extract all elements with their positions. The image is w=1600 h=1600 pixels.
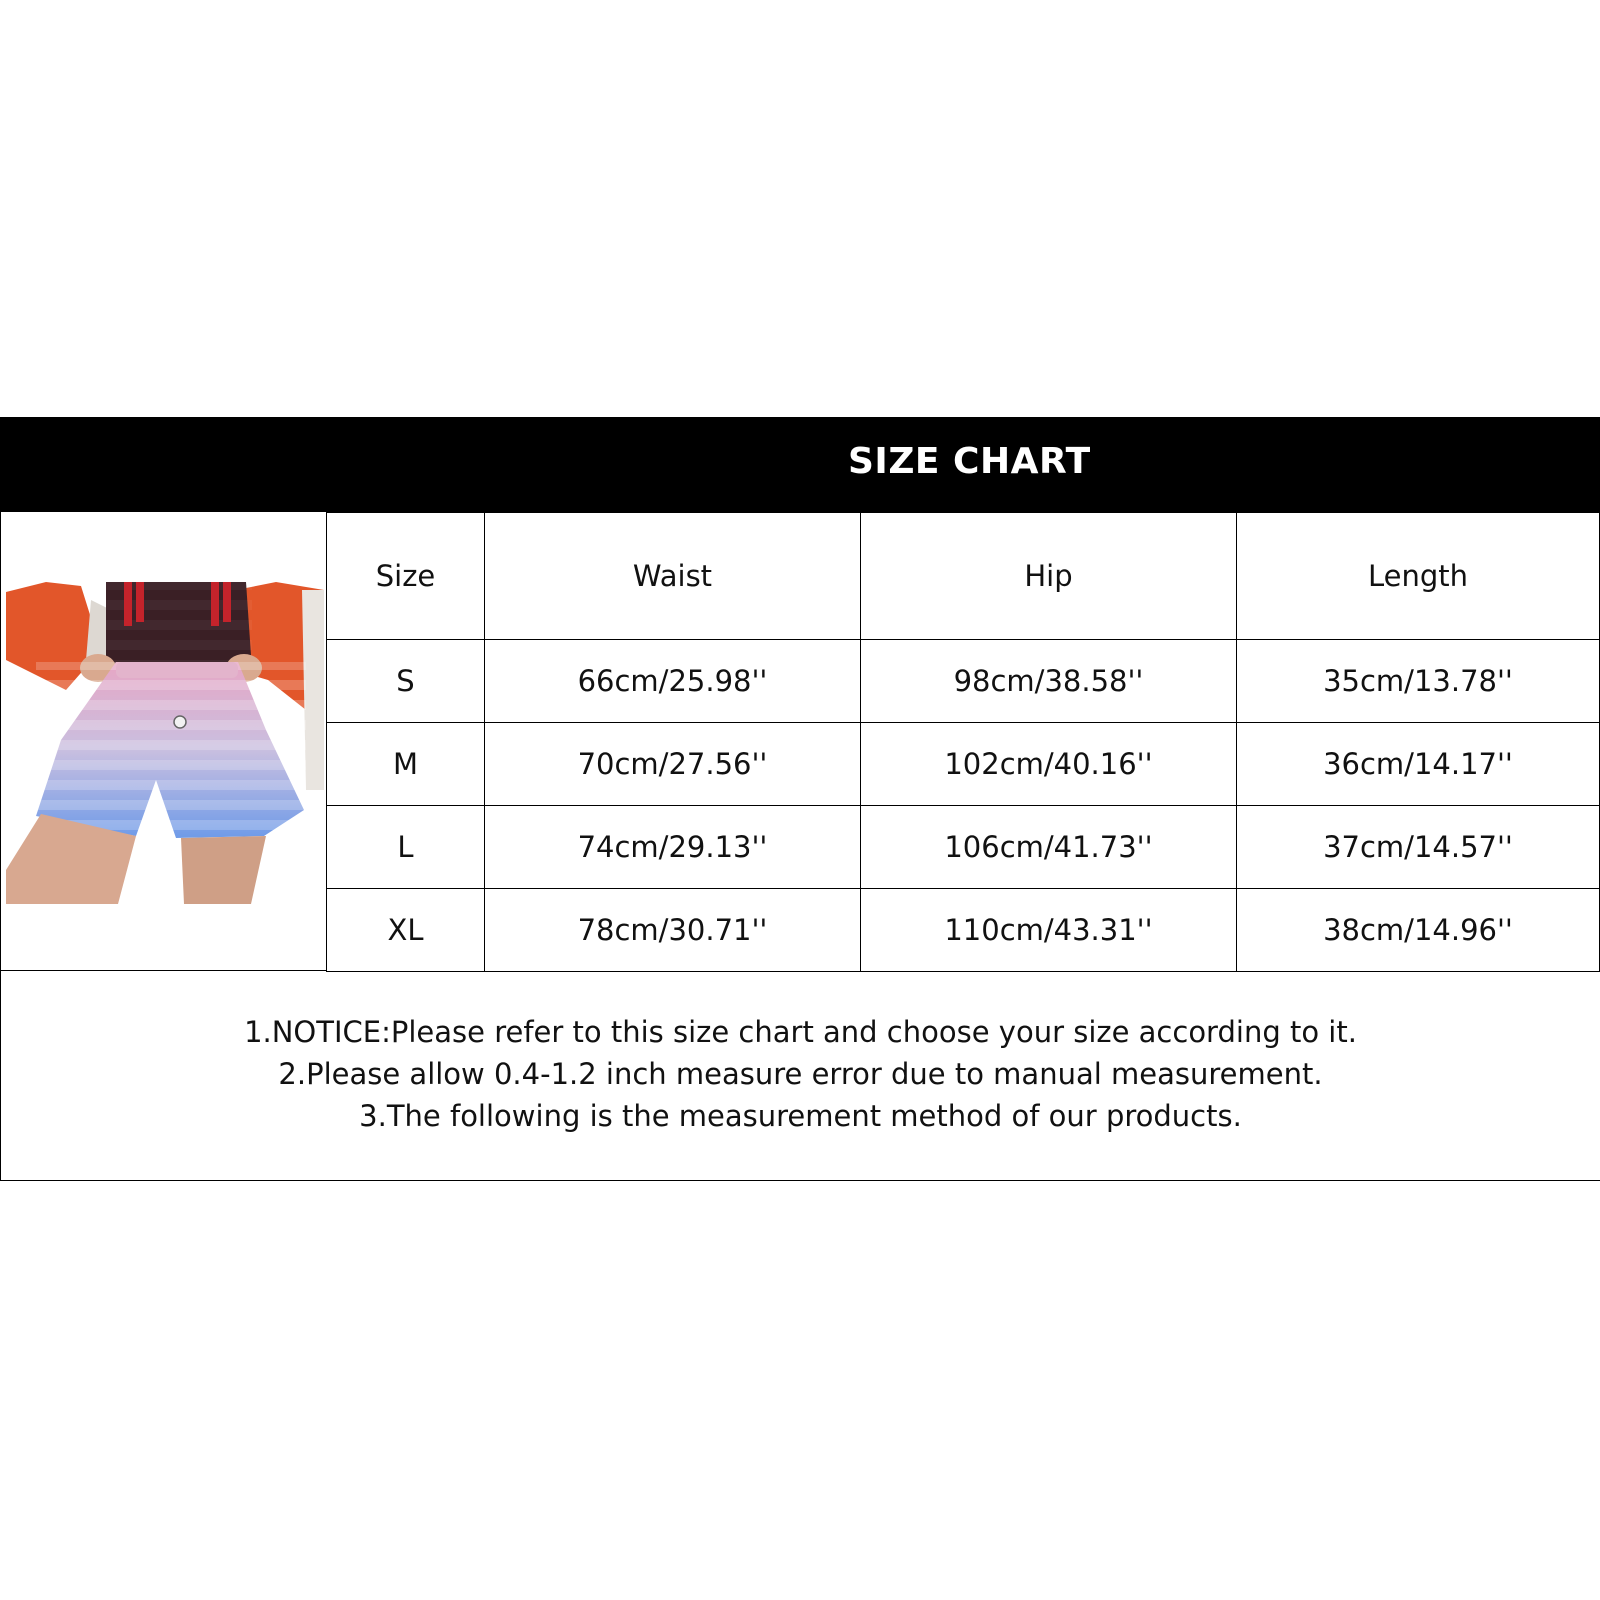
table-row (327, 889, 1600, 972)
cell-hip: 102cm/40.16'' (861, 723, 1237, 806)
table-header-row (327, 513, 1600, 640)
note-line: 1.NOTICE:Please refer to this size chart and choose your size according to it. (244, 1015, 1357, 1049)
col-header-hip: Hip (861, 513, 1237, 640)
cell-size: M (327, 723, 485, 806)
col-header-waist: Waist (485, 513, 861, 640)
cell-size: S (327, 640, 485, 723)
cell-length: 38cm/14.96'' (1237, 889, 1600, 972)
cell-hip: 98cm/38.58'' (861, 640, 1237, 723)
col-header-size: Size (327, 513, 485, 640)
cell-length: 37cm/14.57'' (1237, 806, 1600, 889)
cell-waist: 78cm/30.71'' (485, 889, 861, 972)
table-row (327, 806, 1600, 889)
col-header-length: Length (1237, 513, 1600, 640)
cell-hip: 110cm/43.31'' (861, 889, 1237, 972)
leg-right (181, 836, 266, 904)
product-photo (6, 580, 324, 904)
cell-length: 35cm/13.78'' (1237, 640, 1600, 723)
notes-section (0, 971, 1600, 1181)
cell-waist: 74cm/29.13'' (485, 806, 861, 889)
note-line: 3.The following is the measurement method of our products. (359, 1099, 1242, 1133)
cell-hip: 106cm/41.73'' (861, 806, 1237, 889)
cell-size: L (327, 806, 485, 889)
page-title: SIZE CHART (848, 441, 1091, 482)
title-bar (0, 417, 1600, 512)
cell-waist: 70cm/27.56'' (485, 723, 861, 806)
product-photo-cell (0, 512, 326, 971)
cell-waist: 66cm/25.98'' (485, 640, 861, 723)
size-table (326, 512, 1600, 972)
table-row (327, 640, 1600, 723)
note-line: 2.Please allow 0.4-1.2 inch measure error due to manual measurement. (278, 1057, 1323, 1091)
cell-length: 36cm/14.17'' (1237, 723, 1600, 806)
cell-size: XL (327, 889, 485, 972)
table-row (327, 723, 1600, 806)
